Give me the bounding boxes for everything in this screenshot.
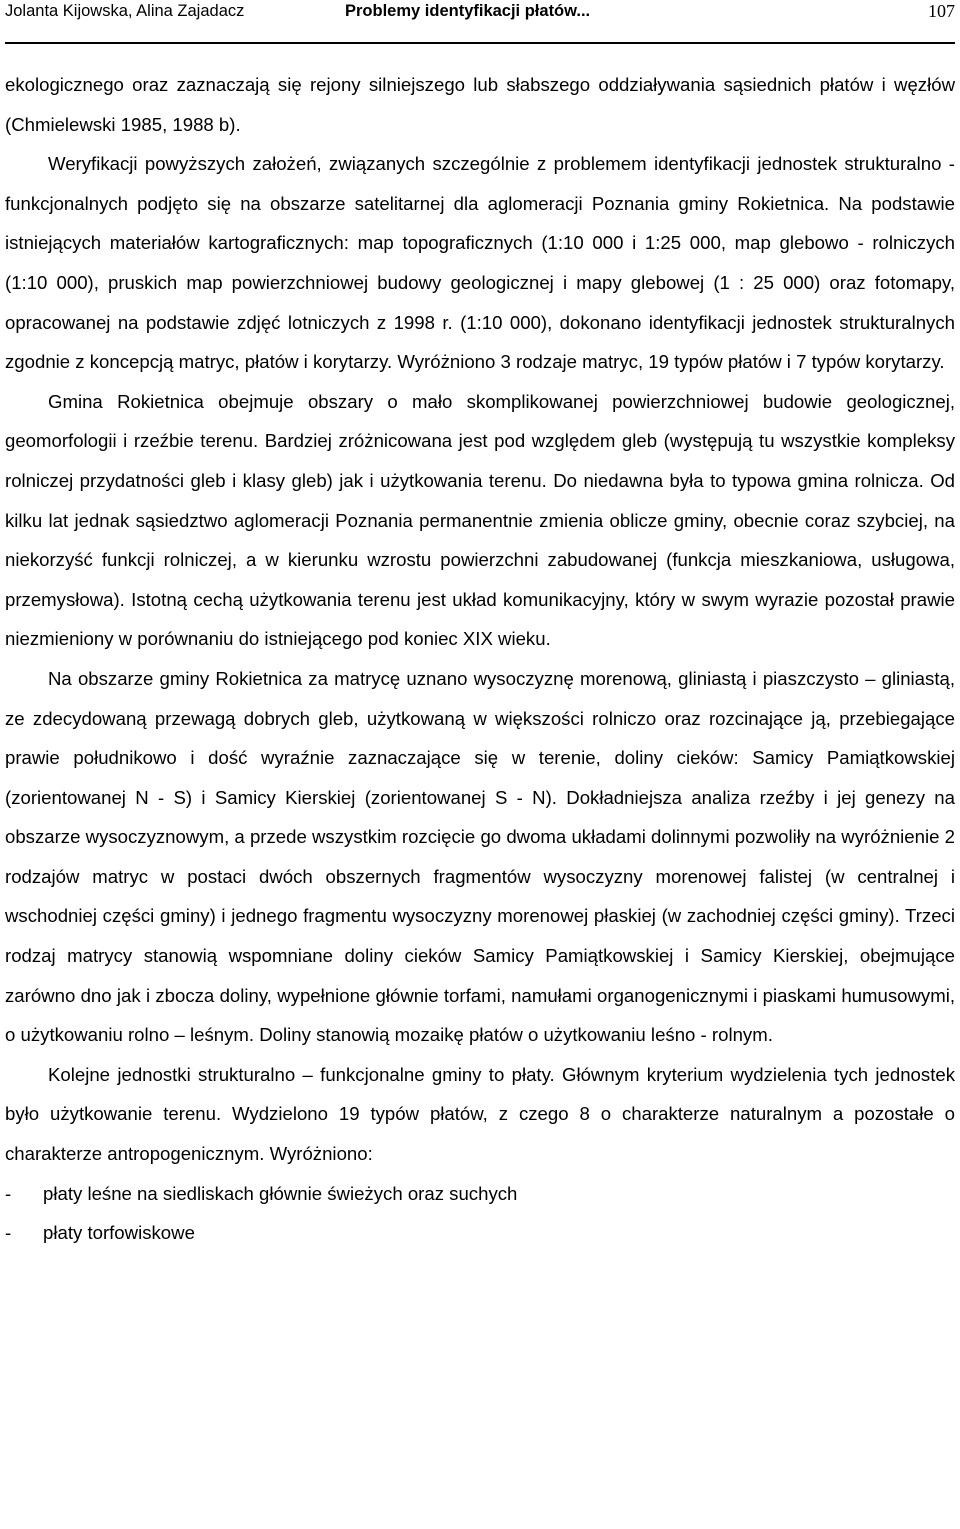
list-item-text: płaty torfowiskowe: [43, 1222, 195, 1244]
header-authors: Jolanta Kijowska, Alina Zajadacz: [5, 2, 245, 20]
paragraph-patches: Kolejne jednostki strukturalno – funkcjonalne gminy to płaty. Głównym kryterium wydzielenia tych jednostek było użytkowanie terenu. Wydzielono 19 typów płatów, z czego 8 o charakterze naturalnym a pozostałe o charakterze antropogenicznym. Wyróżniono:: [5, 1063, 955, 1165]
page-number: 107: [928, 1, 955, 21]
main-text: [5, 65, 955, 1253]
paragraph-matrices: Na obszarze gminy Rokietnica za matrycę uznano wysoczyznę morenową, gliniastą i piaszczysto – gliniastą, ze zdecydowaną przewagą dobrych gleb, użytkowaną w większości rolniczo oraz rozcinające ją, przebiegające prawie południkowo i dość wyraźnie zaznaczające się w terenie, doliny cieków: Samicy Pamiątkowskiej (zorientowanej N - S) i Samicy Kierskiej (zorientowanej S - N). Dokładniejsza analiza rzeźby i jej genezy na obszarze wysoczyznowym, a przede wszystkim rozcięcie go dwoma układami dolinnymi pozwoliły na wyróżnienie 2 rodzajów matryc w postaci dwóch obszernych fragmentów wysoczyzny morenowej falistej (w centralnej i wschodniej części gminy) i jednego fragmentu wysoczyzny morenowej płaskiej (w zachodniej części gminy). Trzeci rodzaj matrycy stanowią wspomniane doliny cieków Samicy Pamiątkowskiej i Samicy Kierskiej, obejmujące zarówno dno jak i zbocza doliny, wypełnione głównie torfami, namułami organogenicznymi i piaskami humusowymi, o użytkowaniu rolno – leśnym. Doliny stanowią mozaikę płatów o użytkowaniu leśno - rolnym.: [5, 667, 955, 1046]
paragraph-continued: ekologicznego oraz zaznaczają się rejony silniejszego lub słabszego oddziaływania sąsiednich płatów i węzłów (Chmielewski 1985, 1988 b).: [5, 74, 955, 135]
paragraph-verification: Weryfikacji powyższych założeń, związanych szczególnie z problemem identyfikacji jednostek strukturalno - funkcjonalnych podjęto się na obszarze satelitarnej dla aglomeracji Poznania gminy Rokietnica. Na podstawie istniejących materiałów kartograficznych: map topograficznych (1:10 000 i 1:25 000, map glebowo - rolniczych (1:10 000), pruskich map powierzchniowej budowy geologicznej i mapy glebowej (1 : 25 000) oraz fotomapy, opracowanej na podstawie zdjęć lotniczych z 1998 r. (1:10 000), dokonano identyfikacji jednostek strukturalnych zgodnie z koncepcją matryc, płatów i korytarzy. Wyróżniono 3 rodzaje matryc, 19 typów płatów i 7 typów korytarzy.: [5, 153, 955, 373]
patch-type-list: [5, 1174, 955, 1253]
paragraph-gmina-description: Gmina Rokietnica obejmuje obszary o mało skomplikowanej powierzchniowej budowie geologicznej, geomorfologii i rzeźbie terenu. Bardziej zróżnicowana jest pod względem gleb (występują tu wszystkie kompleksy rolniczej przydatności gleb i klasy gleb) jak i użytkowania terenu. Do niedawna była to typowa gmina rolnicza. Od kilku lat jednak sąsiedztwo aglomeracji Poznania permanentnie zmienia oblicze gminy, obecnie coraz szybciej, na niekorzyść funkcji rolniczej, a w kierunku wzrostu powierzchni zabudowanej (funkcja mieszkaniowa, usługowa, przemysłowa). Istotną cechą użytkowania terenu jest układ komunikacyjny, który w swym wyrazie pozostał prawie niezmieniony w porównaniu do istniejącego pod koniec XIX wieku.: [5, 390, 955, 650]
running-header: [5, 0, 955, 44]
list-item: [5, 1174, 955, 1214]
list-item: [5, 1213, 955, 1253]
list-item-text: płaty leśne na siedliskach głównie świeżych oraz suchych: [43, 1182, 518, 1204]
list-dash: -: [5, 1222, 12, 1244]
header-running-title: Problemy identyfikacji płatów...: [345, 2, 591, 20]
list-dash: -: [5, 1182, 12, 1204]
